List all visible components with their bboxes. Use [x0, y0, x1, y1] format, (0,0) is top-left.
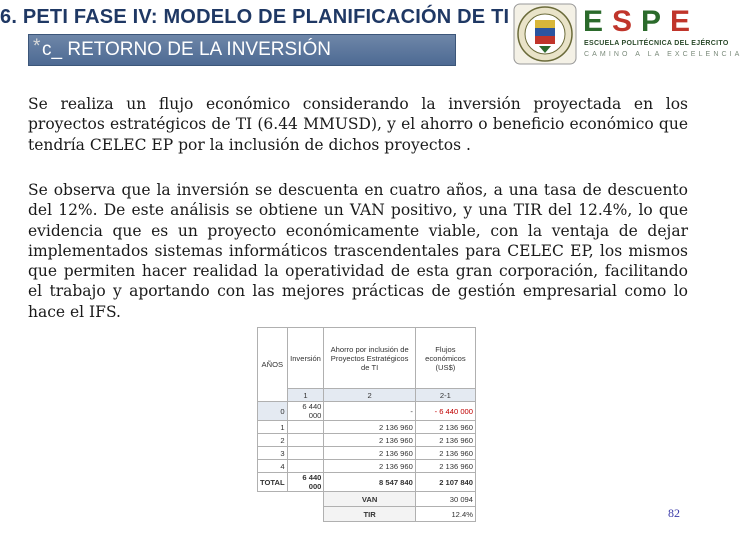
row-savings: 2 136 960	[324, 421, 415, 434]
row-investment	[287, 421, 324, 434]
row-savings: 2 136 960	[324, 434, 415, 447]
total-flow: 2 107 840	[415, 473, 475, 492]
row-year: 1	[258, 421, 288, 434]
table-row	[258, 447, 476, 460]
row-savings: 2 136 960	[324, 447, 415, 460]
row-flow: 2 136 960	[415, 421, 475, 434]
row-savings: 2 136 960	[324, 460, 415, 473]
paragraph-investment: Se realiza un flujo económico considerando la inversión proyectada en los proyectos estratégicos de TI (6.44 MMUSD), y el ahorro o beneficio económico que tendría CELEC EP por la inclusión de dichos proyectos .	[28, 95, 688, 154]
tir-label: TIR	[324, 507, 415, 522]
row-year: 3	[258, 447, 288, 460]
row-investment	[287, 460, 324, 473]
slide-title: 6. PETI FASE IV: MODELO DE PLANIFICACIÓN DE TI	[0, 6, 510, 28]
row-year: 4	[258, 460, 288, 473]
van-row	[258, 492, 476, 507]
row-flow: 2 136 960	[415, 447, 475, 460]
row-investment	[287, 434, 324, 447]
subtitle-banner	[28, 34, 456, 66]
row-savings: -	[324, 402, 415, 421]
index-investment: 1	[287, 389, 324, 402]
table-row	[258, 421, 476, 434]
row-flow: 2 136 960	[415, 434, 475, 447]
espe-wordmark: ESPE	[583, 5, 700, 38]
subtitle-text: c_ RETORNO DE LA INVERSIÓN	[42, 39, 331, 60]
subtitle-bullet: *	[33, 36, 41, 57]
total-row	[258, 473, 476, 492]
header-savings: Ahorro por inclusión de Proyectos Estratégicos de TI	[324, 328, 415, 389]
page-number: 82	[668, 506, 680, 520]
table-row	[258, 434, 476, 447]
total-label: TOTAL	[258, 473, 288, 492]
header-investment: Inversión	[287, 328, 324, 389]
header-years: AÑOS	[258, 328, 288, 402]
total-savings: 8 547 840	[324, 473, 415, 492]
van-label: VAN	[324, 492, 415, 507]
row-year: 2	[258, 434, 288, 447]
van-value: 30 094	[415, 492, 475, 507]
crest-seal-icon	[513, 3, 577, 65]
tir-value: 12.4%	[415, 507, 475, 522]
table-row	[258, 460, 476, 473]
row-flow: - 6 440 000	[415, 402, 475, 421]
index-savings: 2	[324, 389, 415, 402]
institution-name: ESCUELA POLITÉCNICA DEL EJÉRCITO	[584, 40, 729, 47]
row-flow: 2 136 960	[415, 460, 475, 473]
total-investment: 6 440 000	[287, 473, 324, 492]
institution-motto: CAMINO A LA EXCELENCIA	[584, 51, 742, 58]
paragraph-analysis: Se observa que la inversión se descuenta en cuatro años, a una tasa de descuento del 12%. De este análisis se obtiene un VAN positivo, y una TIR del 12.4%, lo que evidencia que es un proyecto económicamente viable, con la ventaja de dejar implementados sistemas informáticos trascendentales para CELEC EP, los mismos que permiten hacer realidad la operatividad de esta gran corporación, facilitando el trabajo y aportando con las mejores prácticas de gestión empresarial como lo hace el IFS.	[28, 181, 688, 321]
espe-logo	[505, 0, 742, 68]
row-year: 0	[258, 402, 288, 421]
row-investment	[287, 447, 324, 460]
table-row	[258, 402, 476, 421]
row-investment: 6 440 000	[287, 402, 324, 421]
header-flows: Flujos económicos (US$)	[415, 328, 475, 389]
index-flows: 2-1	[415, 389, 475, 402]
cash-flow-table	[257, 327, 476, 526]
tir-row	[258, 507, 476, 522]
